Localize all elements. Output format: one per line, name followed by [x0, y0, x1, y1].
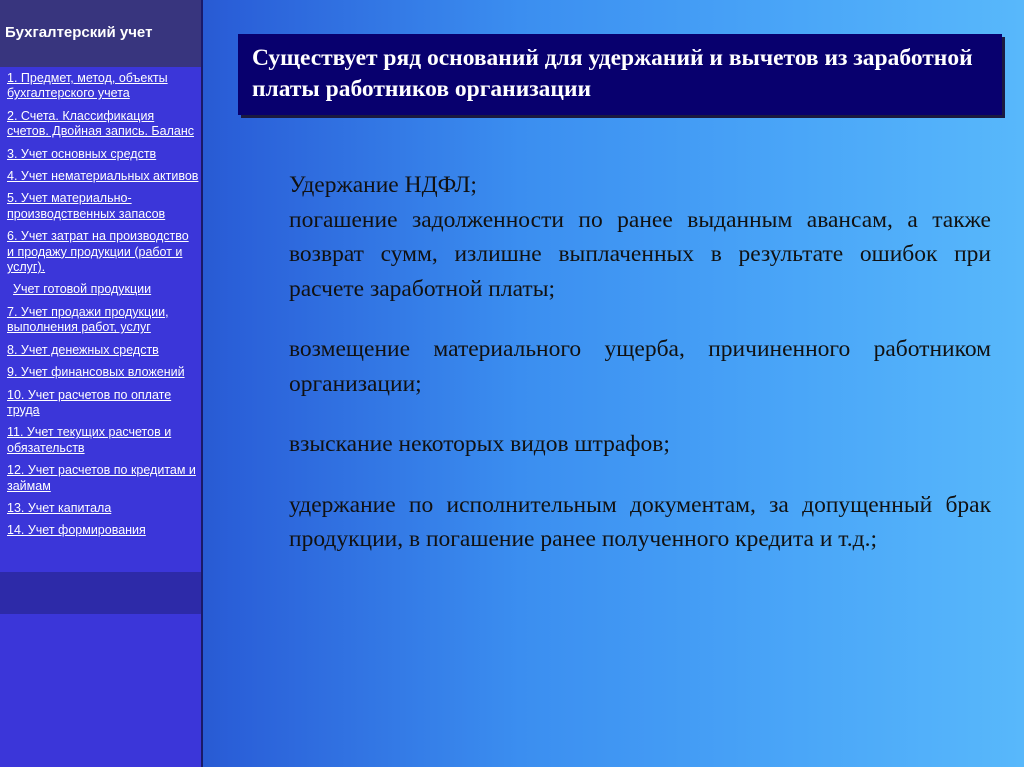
sidebar-item-cash[interactable]: 8. Учет денежных средств — [7, 342, 159, 357]
sidebar-item-financial-investments[interactable]: 9. Учет финансовых вложений — [7, 365, 185, 380]
sidebar-item-inventories[interactable]: 5. Учет материально-производственных запасов — [7, 191, 166, 221]
sidebar-item-accounts[interactable]: 2. Счета. Классификация счетов. Двойная запись. Баланс — [7, 108, 194, 139]
sidebar-item-loans[interactable]: 12. Учет расчетов по кредитам и займам — [7, 463, 196, 493]
sidebar-item-sales[interactable]: 7. Учет продажи продукции, выполнения работ, услуг — [7, 304, 169, 335]
content-paragraph-enforcement: удержание по исполнительным документам, за допущенный брак продукции, в погашение ранее полученного кредита и т.д.; — [289, 491, 991, 552]
sidebar-item-payroll[interactable]: 10. Учет расчетов по оплате труда — [7, 387, 172, 417]
slide-content — [289, 168, 991, 557]
sidebar-active-highlight — [0, 572, 203, 614]
content-paragraph-advances: погашение задолженности по ранее выданным авансам, а также возврат сумм, излишне выплаченных в результате ошибок при расчете заработной платы; — [289, 206, 991, 302]
slide-title-box — [238, 34, 1002, 115]
sidebar-item-subject[interactable]: 1. Предмет, метод, объекты бухгалтерского учета — [7, 71, 168, 101]
slide-title: Существует ряд оснований для удержаний и вычетов из заработной платы работников организации — [252, 45, 973, 102]
sidebar-item-finished-goods[interactable]: Учет готовой продукции — [13, 282, 152, 297]
sidebar — [0, 0, 203, 767]
sidebar-header — [0, 0, 203, 67]
sidebar-item-formation[interactable]: 14. Учет формирования — [7, 523, 146, 538]
content-line-ndfl: Удержание НДФЛ; — [289, 172, 477, 198]
sidebar-item-fixed-assets[interactable]: 3. Учет основных средств — [7, 146, 157, 161]
sidebar-nav — [7, 71, 199, 546]
sidebar-item-current-settlements[interactable]: 11. Учет текущих расчетов и обязательств — [7, 425, 172, 455]
content-paragraph-fines: взыскание некоторых видов штрафов; — [289, 431, 670, 457]
content-paragraph-damage: возмещение материального ущерба, причиненного работником организации; — [289, 336, 991, 397]
sidebar-item-production-costs[interactable]: 6. Учет затрат на производство и продажу продукции (работ и услуг). — [7, 229, 189, 275]
sidebar-title: Бухгалтерский учет — [5, 24, 153, 41]
sidebar-item-intangible-assets[interactable]: 4. Учет нематериальных активов — [7, 169, 199, 184]
sidebar-item-capital[interactable]: 13. Учет капитала — [7, 500, 112, 515]
